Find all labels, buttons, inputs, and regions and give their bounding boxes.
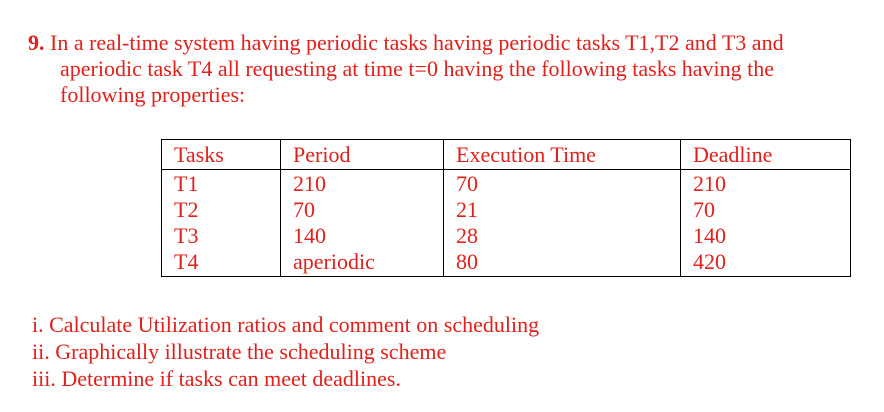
table-cell-period: 70 <box>293 197 315 222</box>
question-line-2: aperiodic task T4 all requesting at time t=0 having the following tasks having the <box>60 56 775 81</box>
table-cell-period: 210 <box>293 171 326 196</box>
table-cell-execution-time: 21 <box>456 197 478 222</box>
sub-question-3: iii. Determine if tasks can meet deadlines. <box>32 366 401 391</box>
sub-question-1: i. Calculate Utilization ratios and comment on scheduling <box>32 312 540 337</box>
table-cell-period: aperiodic <box>293 249 375 274</box>
header-execution-time: Execution Time <box>444 140 681 170</box>
table-header-row <box>162 140 851 170</box>
table-cell-deadline: 70 <box>693 197 715 222</box>
task-table <box>161 139 851 277</box>
execution-time-column-cell <box>444 170 681 277</box>
table-cell-task: T1 <box>174 171 199 196</box>
header-tasks: Tasks <box>162 140 281 170</box>
table-cell-task: T4 <box>174 249 199 274</box>
table-cell-execution-time: 80 <box>456 249 478 274</box>
period-column-cell <box>281 170 444 277</box>
header-period: Period <box>281 140 444 170</box>
table-cell-task: T3 <box>174 223 199 248</box>
header-deadline: Deadline <box>681 140 851 170</box>
table-cell-deadline: 140 <box>693 223 726 248</box>
table-cell-deadline: 210 <box>693 171 726 196</box>
sub-question-2: ii. Graphically illustrate the scheduling scheme <box>32 339 447 364</box>
question-number: 9. <box>28 30 45 55</box>
table-cell-execution-time: 28 <box>456 223 478 248</box>
tasks-column-cell <box>162 170 281 277</box>
table-cell-period: 140 <box>293 223 326 248</box>
sub-question-list <box>32 311 539 392</box>
table-cell-execution-time: 70 <box>456 171 478 196</box>
table-body-row <box>162 170 851 277</box>
deadline-column-cell <box>681 170 851 277</box>
question-line-1-text: In a real-time system having periodic tasks having periodic tasks T1,T2 and T3 and <box>50 30 784 55</box>
question-text <box>28 30 868 108</box>
question-line-3: following properties: <box>60 82 246 107</box>
table-cell-deadline: 420 <box>693 249 726 274</box>
question-line-1 <box>28 30 868 56</box>
table-cell-task: T2 <box>174 197 199 222</box>
